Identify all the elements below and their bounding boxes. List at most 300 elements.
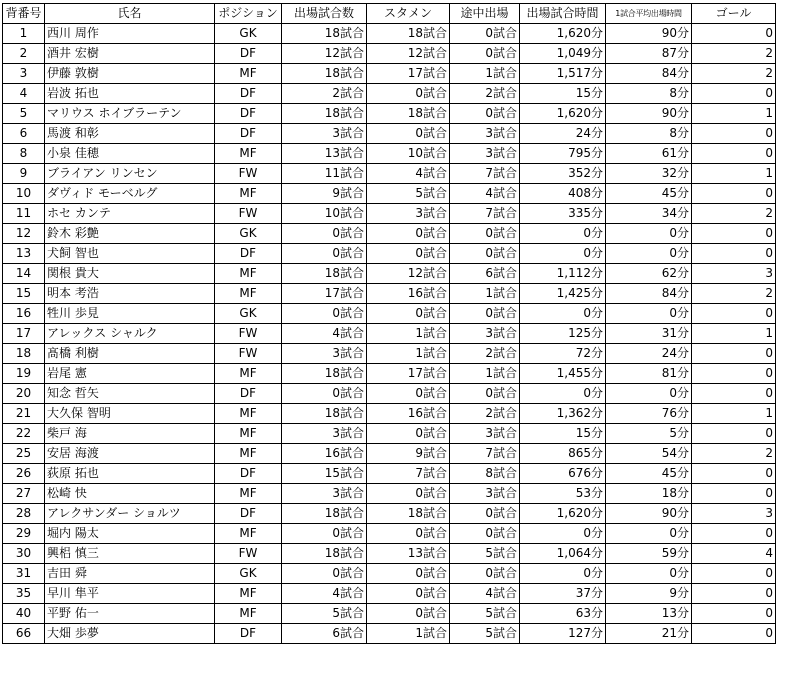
cell-number: 21	[3, 404, 45, 424]
cell-position: GK	[215, 224, 282, 244]
cell-number: 22	[3, 424, 45, 444]
cell-goals: 0	[692, 484, 776, 504]
cell-name: アレクサンダー ショルツ	[45, 504, 215, 524]
cell-minutes-played: 72分	[520, 344, 606, 364]
cell-avg-minutes: 76分	[606, 404, 692, 424]
cell-starts: 4試合	[367, 164, 450, 184]
table-row	[3, 104, 776, 124]
cell-sub-appearances: 2試合	[450, 344, 520, 364]
table-row	[3, 204, 776, 224]
cell-avg-minutes: 32分	[606, 164, 692, 184]
table-row	[3, 144, 776, 164]
cell-goals: 0	[692, 144, 776, 164]
cell-avg-minutes: 24分	[606, 344, 692, 364]
table-row	[3, 524, 776, 544]
header-number: 背番号	[3, 4, 45, 24]
cell-sub-appearances: 2試合	[450, 84, 520, 104]
cell-sub-appearances: 0試合	[450, 564, 520, 584]
cell-position: DF	[215, 244, 282, 264]
cell-name: 大畑 歩夢	[45, 624, 215, 644]
cell-number: 13	[3, 244, 45, 264]
cell-name: 大久保 智明	[45, 404, 215, 424]
cell-avg-minutes: 31分	[606, 324, 692, 344]
cell-starts: 17試合	[367, 64, 450, 84]
cell-minutes-played: 0分	[520, 524, 606, 544]
cell-name: 平野 佑一	[45, 604, 215, 624]
cell-minutes-played: 1,362分	[520, 404, 606, 424]
cell-goals: 2	[692, 204, 776, 224]
cell-number: 6	[3, 124, 45, 144]
cell-position: DF	[215, 124, 282, 144]
cell-appearances: 3試合	[282, 124, 367, 144]
cell-position: FW	[215, 324, 282, 344]
cell-goals: 3	[692, 264, 776, 284]
cell-name: 鈴木 彩艶	[45, 224, 215, 244]
cell-goals: 0	[692, 604, 776, 624]
cell-starts: 0試合	[367, 424, 450, 444]
cell-name: 堀内 陽太	[45, 524, 215, 544]
table-row	[3, 444, 776, 464]
cell-starts: 0試合	[367, 604, 450, 624]
cell-appearances: 0試合	[282, 224, 367, 244]
cell-name: 髙橋 利樹	[45, 344, 215, 364]
cell-number: 17	[3, 324, 45, 344]
cell-position: DF	[215, 84, 282, 104]
cell-position: DF	[215, 104, 282, 124]
cell-appearances: 12試合	[282, 44, 367, 64]
cell-position: DF	[215, 384, 282, 404]
cell-goals: 2	[692, 64, 776, 84]
cell-goals: 0	[692, 384, 776, 404]
cell-avg-minutes: 45分	[606, 464, 692, 484]
player-stats-table	[2, 3, 776, 644]
cell-starts: 18試合	[367, 24, 450, 44]
cell-goals: 0	[692, 364, 776, 384]
cell-number: 19	[3, 364, 45, 384]
table-row	[3, 244, 776, 264]
cell-number: 25	[3, 444, 45, 464]
cell-minutes-played: 795分	[520, 144, 606, 164]
cell-number: 35	[3, 584, 45, 604]
cell-position: MF	[215, 264, 282, 284]
cell-goals: 1	[692, 404, 776, 424]
cell-name: 明本 考浩	[45, 284, 215, 304]
cell-name: アレックス シャルク	[45, 324, 215, 344]
cell-goals: 0	[692, 584, 776, 604]
cell-avg-minutes: 84分	[606, 284, 692, 304]
cell-number: 12	[3, 224, 45, 244]
table-row	[3, 304, 776, 324]
cell-minutes-played: 1,064分	[520, 544, 606, 564]
cell-avg-minutes: 90分	[606, 504, 692, 524]
cell-avg-minutes: 5分	[606, 424, 692, 444]
cell-number: 14	[3, 264, 45, 284]
cell-sub-appearances: 0試合	[450, 504, 520, 524]
table-row	[3, 484, 776, 504]
cell-position: MF	[215, 404, 282, 424]
cell-number: 18	[3, 344, 45, 364]
table-row	[3, 124, 776, 144]
cell-avg-minutes: 18分	[606, 484, 692, 504]
cell-avg-minutes: 90分	[606, 24, 692, 44]
cell-goals: 0	[692, 564, 776, 584]
cell-number: 28	[3, 504, 45, 524]
cell-position: MF	[215, 144, 282, 164]
cell-appearances: 16試合	[282, 444, 367, 464]
cell-goals: 1	[692, 164, 776, 184]
cell-goals: 0	[692, 464, 776, 484]
cell-number: 31	[3, 564, 45, 584]
cell-minutes-played: 1,620分	[520, 24, 606, 44]
cell-appearances: 17試合	[282, 284, 367, 304]
cell-avg-minutes: 0分	[606, 304, 692, 324]
cell-avg-minutes: 84分	[606, 64, 692, 84]
cell-avg-minutes: 87分	[606, 44, 692, 64]
cell-appearances: 18試合	[282, 364, 367, 384]
cell-goals: 0	[692, 224, 776, 244]
cell-minutes-played: 0分	[520, 304, 606, 324]
header-appearances: 出場試合数	[282, 4, 367, 24]
cell-name: ホセ カンテ	[45, 204, 215, 224]
cell-minutes-played: 63分	[520, 604, 606, 624]
table-row	[3, 224, 776, 244]
table-row	[3, 404, 776, 424]
cell-sub-appearances: 8試合	[450, 464, 520, 484]
cell-appearances: 10試合	[282, 204, 367, 224]
cell-avg-minutes: 62分	[606, 264, 692, 284]
cell-sub-appearances: 4試合	[450, 184, 520, 204]
cell-minutes-played: 1,455分	[520, 364, 606, 384]
cell-appearances: 18試合	[282, 24, 367, 44]
cell-position: MF	[215, 604, 282, 624]
cell-sub-appearances: 3試合	[450, 124, 520, 144]
cell-number: 20	[3, 384, 45, 404]
cell-minutes-played: 15分	[520, 424, 606, 444]
cell-starts: 12試合	[367, 264, 450, 284]
cell-avg-minutes: 61分	[606, 144, 692, 164]
cell-position: MF	[215, 64, 282, 84]
cell-name: 西川 周作	[45, 24, 215, 44]
cell-starts: 0試合	[367, 584, 450, 604]
table-row	[3, 424, 776, 444]
cell-name: ブライアン リンセン	[45, 164, 215, 184]
cell-name: 牲川 歩見	[45, 304, 215, 324]
cell-minutes-played: 0分	[520, 244, 606, 264]
cell-appearances: 4試合	[282, 324, 367, 344]
cell-minutes-played: 1,620分	[520, 504, 606, 524]
cell-goals: 0	[692, 624, 776, 644]
cell-number: 8	[3, 144, 45, 164]
cell-minutes-played: 0分	[520, 384, 606, 404]
cell-sub-appearances: 3試合	[450, 324, 520, 344]
cell-starts: 0試合	[367, 524, 450, 544]
table-row	[3, 164, 776, 184]
cell-goals: 0	[692, 84, 776, 104]
cell-number: 26	[3, 464, 45, 484]
cell-position: MF	[215, 444, 282, 464]
cell-appearances: 0試合	[282, 384, 367, 404]
table-row	[3, 584, 776, 604]
cell-minutes-played: 1,112分	[520, 264, 606, 284]
cell-number: 10	[3, 184, 45, 204]
cell-position: MF	[215, 524, 282, 544]
cell-goals: 4	[692, 544, 776, 564]
cell-starts: 1試合	[367, 344, 450, 364]
cell-appearances: 18試合	[282, 64, 367, 84]
cell-number: 15	[3, 284, 45, 304]
cell-appearances: 18試合	[282, 404, 367, 424]
cell-appearances: 18試合	[282, 104, 367, 124]
cell-appearances: 0試合	[282, 564, 367, 584]
table-row	[3, 84, 776, 104]
cell-avg-minutes: 45分	[606, 184, 692, 204]
table-row	[3, 604, 776, 624]
cell-minutes-played: 37分	[520, 584, 606, 604]
cell-minutes-played: 352分	[520, 164, 606, 184]
cell-name: 柴戸 海	[45, 424, 215, 444]
cell-avg-minutes: 59分	[606, 544, 692, 564]
cell-avg-minutes: 8分	[606, 84, 692, 104]
cell-name: 小泉 佳穂	[45, 144, 215, 164]
cell-name: 吉田 舜	[45, 564, 215, 584]
cell-number: 5	[3, 104, 45, 124]
cell-sub-appearances: 0試合	[450, 384, 520, 404]
cell-number: 30	[3, 544, 45, 564]
cell-number: 1	[3, 24, 45, 44]
cell-sub-appearances: 5試合	[450, 544, 520, 564]
cell-goals: 0	[692, 424, 776, 444]
cell-name: 岩波 拓也	[45, 84, 215, 104]
cell-starts: 3試合	[367, 204, 450, 224]
table-row	[3, 284, 776, 304]
cell-sub-appearances: 3試合	[450, 484, 520, 504]
cell-goals: 2	[692, 284, 776, 304]
cell-minutes-played: 125分	[520, 324, 606, 344]
cell-name: 犬飼 智也	[45, 244, 215, 264]
cell-goals: 1	[692, 324, 776, 344]
cell-goals: 0	[692, 524, 776, 544]
cell-appearances: 11試合	[282, 164, 367, 184]
cell-avg-minutes: 13分	[606, 604, 692, 624]
table-row	[3, 264, 776, 284]
cell-number: 4	[3, 84, 45, 104]
cell-appearances: 3試合	[282, 424, 367, 444]
cell-appearances: 18試合	[282, 544, 367, 564]
cell-starts: 5試合	[367, 184, 450, 204]
cell-avg-minutes: 34分	[606, 204, 692, 224]
cell-name: 興梠 慎三	[45, 544, 215, 564]
cell-name: 馬渡 和彰	[45, 124, 215, 144]
cell-minutes-played: 1,517分	[520, 64, 606, 84]
cell-sub-appearances: 6試合	[450, 264, 520, 284]
header-position: ポジション	[215, 4, 282, 24]
cell-name: 松崎 快	[45, 484, 215, 504]
cell-appearances: 15試合	[282, 464, 367, 484]
table-row	[3, 544, 776, 564]
table-row	[3, 384, 776, 404]
cell-appearances: 0試合	[282, 244, 367, 264]
cell-minutes-played: 408分	[520, 184, 606, 204]
cell-minutes-played: 1,425分	[520, 284, 606, 304]
cell-minutes-played: 865分	[520, 444, 606, 464]
cell-avg-minutes: 81分	[606, 364, 692, 384]
cell-goals: 0	[692, 304, 776, 324]
cell-avg-minutes: 0分	[606, 244, 692, 264]
header-sub-appearances: 途中出場	[450, 4, 520, 24]
cell-avg-minutes: 21分	[606, 624, 692, 644]
cell-starts: 0試合	[367, 304, 450, 324]
cell-minutes-played: 0分	[520, 564, 606, 584]
cell-avg-minutes: 0分	[606, 384, 692, 404]
header-starts: スタメン	[367, 4, 450, 24]
table-row	[3, 564, 776, 584]
cell-goals: 0	[692, 24, 776, 44]
cell-appearances: 0試合	[282, 304, 367, 324]
cell-name: マリウス ホイブラーテン	[45, 104, 215, 124]
cell-sub-appearances: 0試合	[450, 44, 520, 64]
cell-sub-appearances: 4試合	[450, 584, 520, 604]
table-row	[3, 324, 776, 344]
cell-position: GK	[215, 564, 282, 584]
cell-appearances: 2試合	[282, 84, 367, 104]
cell-appearances: 0試合	[282, 524, 367, 544]
cell-name: 伊藤 敦樹	[45, 64, 215, 84]
cell-name: 早川 隼平	[45, 584, 215, 604]
cell-starts: 0試合	[367, 244, 450, 264]
cell-avg-minutes: 0分	[606, 524, 692, 544]
cell-starts: 16試合	[367, 284, 450, 304]
cell-number: 16	[3, 304, 45, 324]
cell-starts: 7試合	[367, 464, 450, 484]
cell-starts: 0試合	[367, 124, 450, 144]
cell-sub-appearances: 5試合	[450, 604, 520, 624]
cell-starts: 0試合	[367, 564, 450, 584]
cell-position: FW	[215, 204, 282, 224]
table-row	[3, 344, 776, 364]
cell-position: MF	[215, 424, 282, 444]
cell-starts: 0試合	[367, 484, 450, 504]
cell-sub-appearances: 0試合	[450, 104, 520, 124]
table-row	[3, 464, 776, 484]
cell-position: FW	[215, 164, 282, 184]
cell-starts: 9試合	[367, 444, 450, 464]
cell-sub-appearances: 1試合	[450, 284, 520, 304]
table-body	[3, 24, 776, 644]
cell-sub-appearances: 7試合	[450, 444, 520, 464]
cell-starts: 18試合	[367, 104, 450, 124]
cell-position: MF	[215, 184, 282, 204]
cell-appearances: 13試合	[282, 144, 367, 164]
cell-appearances: 5試合	[282, 604, 367, 624]
header-avg-minutes: 1試合平均出場時間	[606, 4, 692, 24]
cell-sub-appearances: 0試合	[450, 524, 520, 544]
cell-appearances: 4試合	[282, 584, 367, 604]
cell-minutes-played: 127分	[520, 624, 606, 644]
cell-position: MF	[215, 584, 282, 604]
cell-starts: 10試合	[367, 144, 450, 164]
cell-sub-appearances: 1試合	[450, 64, 520, 84]
cell-starts: 17試合	[367, 364, 450, 384]
cell-sub-appearances: 0試合	[450, 304, 520, 324]
cell-minutes-played: 1,049分	[520, 44, 606, 64]
cell-minutes-played: 0分	[520, 224, 606, 244]
cell-appearances: 3試合	[282, 484, 367, 504]
cell-appearances: 18試合	[282, 504, 367, 524]
cell-sub-appearances: 3試合	[450, 144, 520, 164]
cell-avg-minutes: 8分	[606, 124, 692, 144]
header-row	[3, 4, 776, 24]
cell-appearances: 9試合	[282, 184, 367, 204]
cell-goals: 0	[692, 344, 776, 364]
cell-minutes-played: 15分	[520, 84, 606, 104]
cell-avg-minutes: 54分	[606, 444, 692, 464]
table-row	[3, 364, 776, 384]
cell-sub-appearances: 3試合	[450, 424, 520, 444]
cell-name: 安居 海渡	[45, 444, 215, 464]
cell-goals: 0	[692, 244, 776, 264]
cell-number: 11	[3, 204, 45, 224]
cell-goals: 3	[692, 504, 776, 524]
cell-name: 酒井 宏樹	[45, 44, 215, 64]
cell-position: DF	[215, 464, 282, 484]
cell-number: 29	[3, 524, 45, 544]
cell-starts: 18試合	[367, 504, 450, 524]
cell-minutes-played: 1,620分	[520, 104, 606, 124]
cell-name: ダヴィド モーベルグ	[45, 184, 215, 204]
cell-starts: 0試合	[367, 224, 450, 244]
cell-appearances: 18試合	[282, 264, 367, 284]
cell-sub-appearances: 0試合	[450, 24, 520, 44]
cell-goals: 1	[692, 104, 776, 124]
cell-avg-minutes: 0分	[606, 564, 692, 584]
cell-starts: 12試合	[367, 44, 450, 64]
cell-name: 荻原 拓也	[45, 464, 215, 484]
cell-starts: 16試合	[367, 404, 450, 424]
cell-position: FW	[215, 344, 282, 364]
cell-sub-appearances: 7試合	[450, 164, 520, 184]
cell-number: 2	[3, 44, 45, 64]
cell-goals: 0	[692, 184, 776, 204]
cell-name: 岩尾 憲	[45, 364, 215, 384]
cell-appearances: 6試合	[282, 624, 367, 644]
cell-position: MF	[215, 364, 282, 384]
cell-position: MF	[215, 284, 282, 304]
cell-starts: 0試合	[367, 384, 450, 404]
cell-goals: 0	[692, 124, 776, 144]
cell-name: 関根 貴大	[45, 264, 215, 284]
cell-minutes-played: 676分	[520, 464, 606, 484]
cell-number: 9	[3, 164, 45, 184]
table-row	[3, 504, 776, 524]
cell-position: MF	[215, 484, 282, 504]
header-minutes-played: 出場試合時間	[520, 4, 606, 24]
cell-starts: 13試合	[367, 544, 450, 564]
cell-minutes-played: 53分	[520, 484, 606, 504]
table-row	[3, 184, 776, 204]
cell-sub-appearances: 5試合	[450, 624, 520, 644]
cell-position: FW	[215, 544, 282, 564]
table-row	[3, 24, 776, 44]
table-row	[3, 44, 776, 64]
cell-sub-appearances: 1試合	[450, 364, 520, 384]
cell-number: 3	[3, 64, 45, 84]
cell-position: GK	[215, 24, 282, 44]
cell-sub-appearances: 7試合	[450, 204, 520, 224]
header-name: 氏名	[45, 4, 215, 24]
cell-sub-appearances: 2試合	[450, 404, 520, 424]
cell-avg-minutes: 9分	[606, 584, 692, 604]
header-goals: ゴール	[692, 4, 776, 24]
